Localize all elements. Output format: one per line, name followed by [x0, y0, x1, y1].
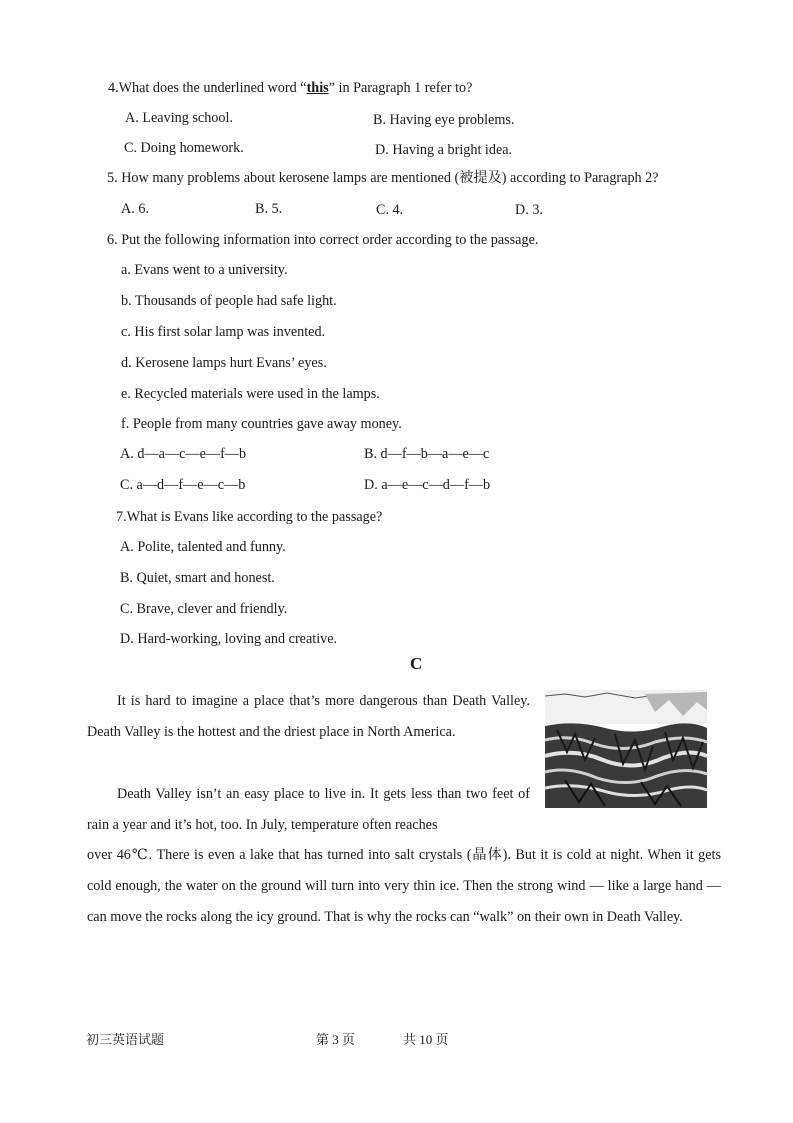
q5-option-b: B. 5.	[255, 201, 283, 217]
q4-option-a: A. Leaving school.	[125, 110, 233, 126]
q6-option-d: D. a—e—c—d—f—b	[364, 477, 491, 493]
q4-option-c: C. Doing homework.	[124, 140, 244, 156]
q6-option-c: C. a—d—f—e—c—b	[120, 477, 246, 493]
q5-option-c: C. 4.	[376, 202, 404, 218]
q6-item-e: e. Recycled materials were used in the lamps.	[121, 386, 380, 402]
q7-option-b: B. Quiet, smart and honest.	[120, 570, 275, 586]
q6-item-c: c. His first solar lamp was invented.	[121, 324, 326, 340]
death-valley-photo-drawing	[545, 690, 707, 808]
q6-item-b: b. Thousands of people had safe light.	[121, 293, 337, 309]
q7-stem: 7.What is Evans like according to the passage?	[116, 509, 383, 525]
q4-option-d: D. Having a bright idea.	[375, 142, 513, 158]
section-c-title: C	[410, 654, 423, 673]
q7-option-a: A. Polite, talented and funny.	[120, 539, 286, 555]
q6-option-b: B. d—f—b—a—e—c	[364, 446, 490, 462]
q6-item-d: d. Kerosene lamps hurt Evans’ eyes.	[121, 355, 327, 371]
q6-item-f: f. People from many countries gave away money.	[121, 416, 402, 432]
footer-page-number: 第 3 页	[316, 1032, 356, 1047]
q6-option-a: A. d—a—c—e—f—b	[120, 446, 247, 462]
q5-stem: 5. How many problems about kerosene lamps are mentioned (被提及) according to Paragraph 2?	[107, 170, 659, 186]
q4-stem-post: ” in Paragraph 1 refer to?	[328, 80, 473, 96]
q6-stem: 6. Put the following information into correct order according to the passage.	[107, 232, 539, 248]
death-valley-photo	[545, 690, 707, 808]
q6-item-a: a. Evans went to a university.	[121, 262, 288, 278]
section-c-paragraph-1: It is hard to imagine a place that’s more dangerous than Death Valley. Death Valley is the hottest and the driest place in North America.	[87, 693, 530, 740]
q4-stem	[108, 78, 472, 98]
q7-option-d: D. Hard-working, loving and creative.	[120, 631, 338, 647]
q5-option-a: A. 6.	[121, 201, 149, 217]
footer-exam-name: 初三英语试题	[86, 1032, 165, 1047]
q5-option-d: D. 3.	[515, 202, 543, 218]
section-c-paragraph-2-part-1: Death Valley isn’t an easy place to live in. It gets less than two feet of rain a year and it’s hot, too. In July, temperature often reaches	[87, 786, 530, 833]
q4-stem-pre: 4.What does the underlined word “	[108, 80, 307, 96]
q7-option-c: C. Brave, clever and friendly.	[120, 601, 288, 617]
section-c-paragraph-2-part-2: over 46℃. There is even a lake that has turned into salt crystals (晶体). But it is cold at night. When it gets cold enough, the water on the ground will turn into very thin ice. Then the strong wind — like a large hand — can move the rocks along the icy ground. That is why the rocks can “walk” on their own in Death Valley.	[87, 847, 721, 925]
q4-option-b: B. Having eye problems.	[373, 112, 515, 128]
q4-underlined-word: this	[306, 80, 329, 96]
footer-total-pages: 共 10 页	[403, 1032, 449, 1047]
